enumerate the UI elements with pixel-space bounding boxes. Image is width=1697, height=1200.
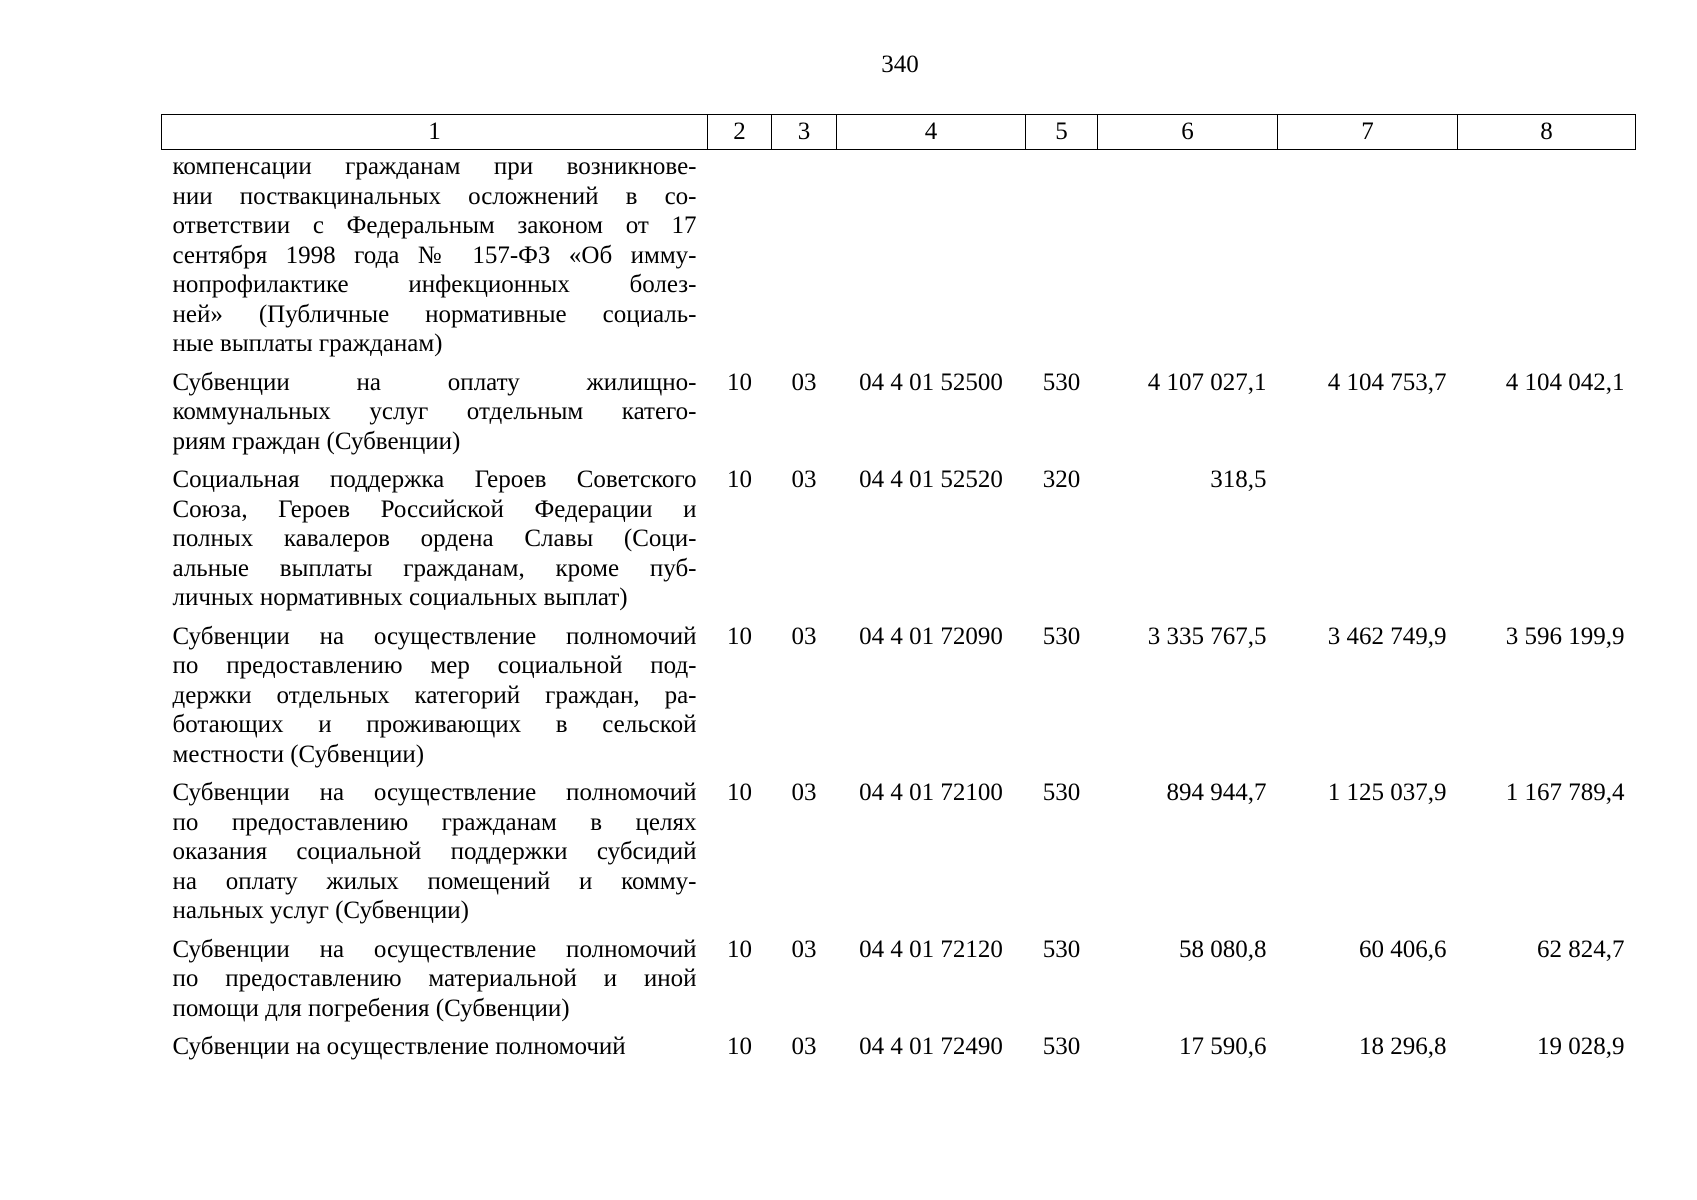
- row-description: [162, 1032, 708, 1071]
- section-code: 10: [727, 466, 752, 493]
- table-body: [162, 150, 1636, 1071]
- description-line: на оплату жилых помещений и комму-: [172, 867, 697, 895]
- amount-year-3: 62 824,7: [1537, 935, 1625, 963]
- expense-type-code: 530: [1042, 779, 1081, 806]
- amount-year-1: [1098, 150, 1278, 368]
- column-header-7: 7: [1278, 115, 1458, 150]
- target-article-code: 04 4 01 72490: [859, 1033, 1003, 1060]
- amount-year-2: 4 104 753,7: [1327, 368, 1447, 396]
- amount-year-1: 4 107 027,1: [1147, 368, 1267, 396]
- amount-year-3: 3 596 199,9: [1505, 622, 1625, 650]
- amount-year-1: 894 944,7: [1166, 779, 1267, 806]
- amount-year-3: 19 028,9: [1537, 1033, 1625, 1060]
- column-header-6: 6: [1098, 115, 1278, 150]
- description-line: ней» (Публичные нормативные социаль-: [172, 300, 697, 328]
- amount-year-2: [1278, 465, 1458, 622]
- description-line: коммунальных услуг отдельным катего-: [172, 398, 697, 425]
- description-line: Союза, Героев Российской Федерации и: [172, 495, 697, 523]
- section-code: 10: [727, 935, 752, 963]
- column-header-2: 2: [708, 115, 772, 150]
- amount-year-3: [1458, 465, 1636, 622]
- section-code: 10: [727, 622, 752, 650]
- amount-year-3: 4 104 042,1: [1505, 368, 1625, 396]
- description-line: ные выплаты гражданам): [172, 330, 443, 357]
- description-line: ботающих и проживающих в сельской: [172, 711, 697, 738]
- description-line: полных кавалеров ордена Славы (Соци-: [172, 525, 697, 552]
- description-line: Субвенции на оплату жилищно-: [172, 368, 697, 396]
- description-line: Субвенции на осуществление полномочий: [172, 1033, 626, 1060]
- amount-year-2: 18 296,8: [1359, 1033, 1447, 1060]
- description-line: личных нормативных социальных выплат): [172, 584, 628, 611]
- column-header-5: 5: [1026, 115, 1098, 150]
- description-line: нии поствакцинальных осложнений в со-: [172, 182, 697, 210]
- amount-year-1: 58 080,8: [1179, 935, 1267, 963]
- table-row: [162, 150, 1636, 368]
- column-header-3: 3: [772, 115, 837, 150]
- section-code: [708, 150, 772, 368]
- description-line: по предоставлению материальной и иной: [172, 965, 697, 992]
- column-header-4: 4: [837, 115, 1026, 150]
- target-article-code: 04 4 01 52500: [859, 368, 1003, 396]
- description-line: местности (Субвенции): [172, 740, 425, 768]
- row-description: [162, 465, 708, 622]
- target-article-code: 04 4 01 52520: [859, 466, 1003, 493]
- amount-year-3: [1458, 150, 1636, 368]
- target-article-code: 04 4 01 72090: [859, 622, 1003, 650]
- amount-year-1: 3 335 767,5: [1147, 622, 1267, 650]
- column-number-header-row: [162, 115, 1636, 150]
- expense-type-code: 530: [1042, 1033, 1081, 1060]
- section-code: 10: [727, 368, 752, 396]
- description-line: Субвенции на осуществление полномочий: [172, 622, 697, 650]
- amount-year-1: 318,5: [1210, 466, 1267, 493]
- table-row: [162, 465, 1636, 622]
- section-code: 10: [727, 779, 752, 806]
- budget-table: [161, 114, 1636, 1071]
- amount-year-2: 1 125 037,9: [1327, 779, 1447, 806]
- expense-type-code: 530: [1042, 368, 1081, 396]
- description-line: сентября 1998 года № 157-ФЗ «Об имму-: [172, 241, 697, 269]
- row-description: [162, 622, 708, 779]
- section-code: 10: [727, 1033, 752, 1060]
- subsection-code: 03: [791, 935, 817, 963]
- table-row: [162, 935, 1636, 1033]
- row-description: [162, 778, 708, 935]
- amount-year-2: [1278, 150, 1458, 368]
- row-description: [162, 150, 708, 368]
- expense-type-code: 530: [1042, 935, 1081, 963]
- description-line: компенсации гражданам при возникнове-: [172, 153, 697, 180]
- row-description: [162, 935, 708, 1033]
- target-article-code: 04 4 01 72120: [859, 935, 1003, 963]
- table-row: [162, 778, 1636, 935]
- description-line: ответствии с Федеральным законом от 17: [172, 212, 697, 239]
- subsection-code: 03: [791, 622, 817, 650]
- expense-type-code: 320: [1042, 466, 1081, 493]
- row-description: [162, 368, 708, 466]
- expense-type-code: 530: [1042, 622, 1081, 650]
- description-line: по предоставлению гражданам в целях: [172, 808, 697, 836]
- description-line: держки отдельных категорий граждан, ра-: [172, 681, 697, 709]
- description-line: риям граждан (Субвенции): [172, 427, 461, 455]
- description-line: оказания социальной поддержки субсидий: [172, 838, 697, 865]
- subsection-code: [772, 150, 837, 368]
- description-line: нальных услуг (Субвенции): [172, 897, 469, 924]
- amount-year-3: 1 167 789,4: [1505, 779, 1625, 806]
- description-line: альные выплаты гражданам, кроме пуб-: [172, 554, 697, 582]
- target-article-code: [837, 150, 1026, 368]
- description-line: помощи для погребения (Субвенции): [172, 994, 570, 1022]
- description-line: Субвенции на осуществление полномочий: [172, 779, 697, 806]
- description-line: по предоставлению мер социальной под-: [172, 652, 697, 679]
- amount-year-1: 17 590,6: [1179, 1033, 1267, 1060]
- expense-type-code: [1026, 150, 1098, 368]
- page-number: 340: [881, 51, 919, 78]
- subsection-code: 03: [791, 368, 817, 396]
- description-line: Субвенции на осуществление полномочий: [172, 935, 697, 963]
- subsection-code: 03: [791, 779, 817, 806]
- table-row: [162, 1032, 1636, 1071]
- description-line: Социальная поддержка Героев Советского: [172, 466, 697, 493]
- amount-year-2: 60 406,6: [1359, 935, 1447, 963]
- table-row: [162, 368, 1636, 466]
- column-header-1: 1: [162, 115, 708, 150]
- table-row: [162, 622, 1636, 779]
- description-line: нопрофилактике инфекционных болез-: [172, 271, 697, 298]
- amount-year-2: 3 462 749,9: [1327, 622, 1447, 650]
- column-header-8: 8: [1458, 115, 1636, 150]
- subsection-code: 03: [791, 466, 817, 493]
- subsection-code: 03: [791, 1033, 817, 1060]
- target-article-code: 04 4 01 72100: [859, 779, 1003, 806]
